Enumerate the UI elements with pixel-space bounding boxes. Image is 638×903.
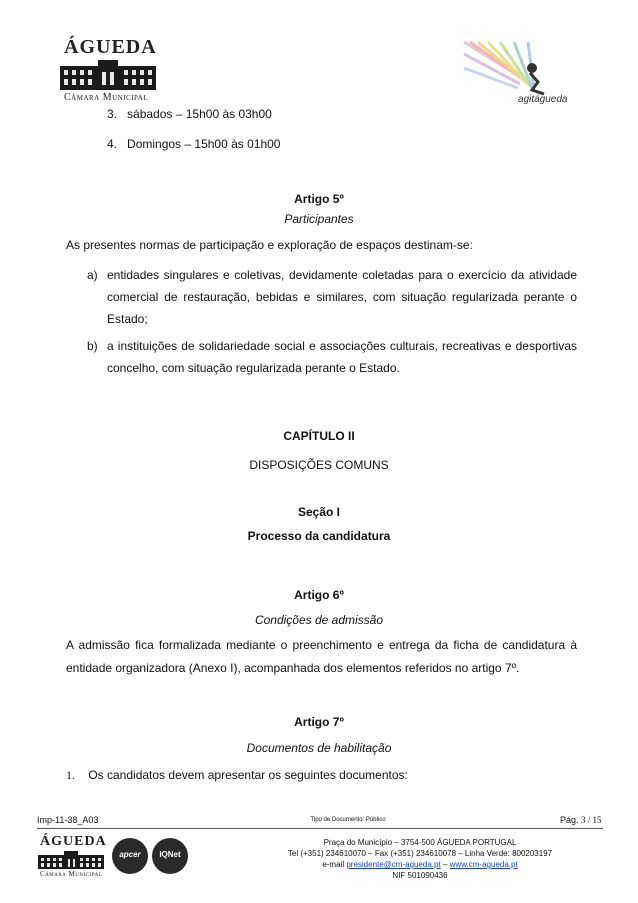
footer-phones: Tel (+351) 234610070 – Fax (+351) 234610078 – Linha Verde: 800203197 xyxy=(287,849,553,858)
list-marker: b) xyxy=(87,339,98,353)
paragraph: A admissão fica formalizada mediante o preenchimento e entrega da ficha de candidatura à entidade organizadora (Anexo I), acompanhada dos elementos referidos no artigo 7º. xyxy=(66,638,577,675)
logo-title: ÁGUEDA xyxy=(64,36,157,58)
building-icon xyxy=(60,60,156,90)
article-heading: Artigo 6º xyxy=(294,588,344,602)
logo-subtitle: Câmara Municipal xyxy=(64,92,149,103)
list-item-text: a instituições de solidariedade social e associações culturais, recreativas e desportivas concelho, com situação regularizada perante o Estado. xyxy=(107,339,577,375)
footer-contacts: e-mail presidente@cm-agueda.pt – www.cm-agueda.pt xyxy=(322,860,518,869)
header-logo xyxy=(58,36,168,102)
article-subheading: Documentos de habilitação xyxy=(246,741,392,755)
section-heading: Seção I xyxy=(297,505,341,519)
list-item: 3. sábados – 15h00 às 03h00 xyxy=(107,107,272,121)
paragraph: As presentes normas de participação e exploração de espaços destinam-se: xyxy=(66,238,473,252)
agitagueda-logo xyxy=(462,40,580,110)
cert-logo-apcer xyxy=(112,838,148,874)
cert-apcer-text: apcer xyxy=(119,850,141,859)
section-subheading: Processo da candidatura xyxy=(247,529,391,543)
article-subheading: Participantes xyxy=(284,212,354,226)
list-item: 4. Domingos – 15h00 às 01h00 xyxy=(107,137,281,151)
footer-nif: NIF 501090436 xyxy=(392,871,448,880)
footer-doc-code: Imp-11-38_A03 xyxy=(37,815,99,825)
chapter-heading: CAPÍTULO II xyxy=(283,429,355,443)
article-subheading: Condições de admissão xyxy=(254,613,384,627)
cert-logo-iqnet xyxy=(152,838,188,874)
footer-doc-type: Tipo de Documento: Público xyxy=(310,817,386,823)
footer-address: Praça do Município – 3754-500 ÁGUEDA PORTUGAL xyxy=(323,838,517,847)
footer-logo xyxy=(38,834,108,880)
article-heading: Artigo 7º xyxy=(294,715,344,729)
footer-logo-title: ÁGUEDA xyxy=(40,834,107,849)
chapter-subheading: DISPOSIÇÕES COMUNS xyxy=(249,458,389,472)
list-marker: a) xyxy=(87,268,98,282)
website-link[interactable]: www.cm-agueda.pt xyxy=(449,860,518,869)
article-heading: Artigo 5º xyxy=(294,192,344,206)
cert-iqnet-text: IQNet xyxy=(159,850,181,859)
email-link[interactable]: presidente@cm-agueda.pt xyxy=(346,860,441,869)
list-item-text: entidades singulares e coletivas, devidamente coletadas para o exercício da atividade comercial de restauração, bebidas e similares, com situação regularizada perante o Estado; xyxy=(107,268,577,326)
list-item: 1. Os candidatos devem apresentar os seguintes documentos: xyxy=(66,768,408,782)
footer-divider xyxy=(37,828,603,829)
footer-page-number: Pág. 3 / 15 xyxy=(560,815,602,825)
agitagueda-text: agitágueda xyxy=(518,94,568,105)
footer-logo-subtitle: Câmara Municipal xyxy=(40,870,103,878)
building-icon xyxy=(38,851,104,869)
